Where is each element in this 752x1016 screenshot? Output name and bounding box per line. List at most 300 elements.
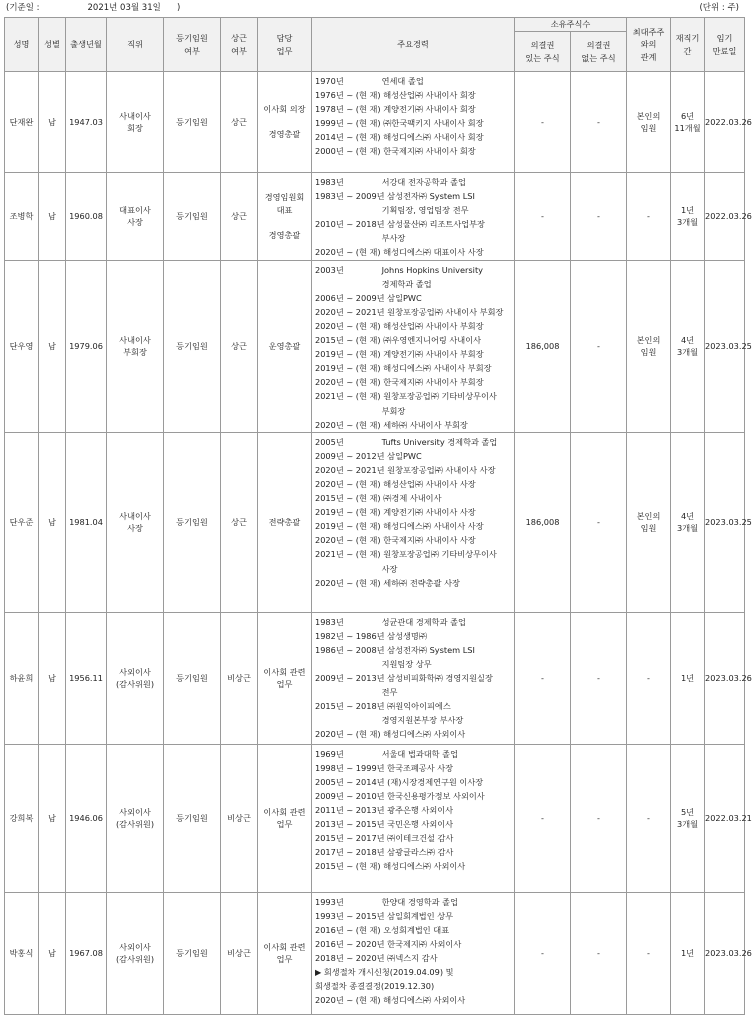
header-line: 임기 [716, 33, 733, 43]
fulltime-cell: 상근 [221, 173, 258, 261]
career-period: 1978년 ~ (현 재) [315, 104, 381, 115]
career-period: 1993년 ~ 2015년 [315, 910, 385, 921]
duty-cell-line: 이사회 관련 [263, 666, 306, 677]
name-cell: 하윤희 [5, 612, 39, 744]
duty-cell [258, 432, 312, 612]
career-line [315, 144, 512, 158]
duty-cell-line: 대표 [276, 204, 293, 215]
position-cell-line: (감사위원) [115, 819, 155, 830]
career-desc: 해성디에스㈜ 대표이사 사장 [383, 247, 484, 258]
career-line [315, 130, 512, 144]
term-cell: 2023.03.26 [705, 612, 745, 744]
career-desc: ㈜원익아이피에스 [387, 701, 451, 712]
career-desc: 삼성전자㈜ System LSI [387, 644, 475, 655]
career-line [315, 435, 512, 449]
position-cell-line: 사외이사 [119, 666, 151, 677]
relation-cell-line: 본인의 [636, 334, 661, 345]
career-period: 2014년 ~ (현 재) [315, 132, 381, 143]
career-desc: 해성산업㈜ 사내이사 회장 [383, 90, 476, 101]
registered-cell: 등기임원 [164, 744, 221, 892]
voting-shares-cell: 186,008 [515, 432, 571, 612]
header-line: 재직기 [675, 33, 700, 43]
career-line [315, 831, 512, 845]
gender-cell: 남 [39, 892, 66, 1014]
relation-cell-line: 본인의 [636, 510, 661, 521]
career-line [315, 789, 512, 803]
career-line [315, 576, 512, 590]
registered-cell: 등기임원 [164, 260, 221, 432]
career-desc: 성균관대 경제학과 졸업 [381, 616, 466, 627]
fulltime-cell: 상근 [221, 260, 258, 432]
career-line [315, 671, 512, 685]
career-cell [312, 173, 515, 261]
header-voting [515, 32, 571, 72]
career-line [315, 231, 512, 245]
career-desc: Tufts University 경제학과 졸업 [381, 436, 498, 447]
nonvoting-shares-cell: - [571, 260, 627, 432]
career-period: 1998년 ~ 1999년 [315, 762, 385, 773]
career-cell [312, 432, 515, 612]
career-period: 1976년 ~ (현 재) [315, 90, 381, 101]
career-desc: 부회장 [381, 405, 406, 416]
birth-cell: 1946.06 [66, 744, 107, 892]
career-period: 2013년 ~ 2015년 [315, 819, 385, 830]
tenure-cell-line: 4년 [680, 334, 695, 345]
career-line [315, 291, 512, 305]
career-desc: 해성디에스㈜ 사내이사 사장 [383, 521, 484, 532]
position-cell [107, 260, 164, 432]
career-desc: 해성디에스㈜ 사외이사 [383, 995, 466, 1006]
gender-cell: 남 [39, 260, 66, 432]
career-line [315, 491, 512, 505]
duty-cell-line: 업무 [276, 679, 293, 690]
career-desc: 지원팀장 상무 [381, 658, 432, 669]
table-row [5, 612, 745, 744]
career-line [315, 102, 512, 116]
career-desc: 기획팀장, 영업팀장 전무 [381, 205, 469, 216]
header-line: 최대주주 [632, 26, 665, 37]
voting-shares-cell: - [515, 892, 571, 1014]
career-desc: 삼성전자㈜ System LSI [387, 191, 475, 202]
career-desc: 세하㈜ 전략총괄 사장 [383, 577, 460, 588]
header-fulltime [221, 18, 258, 72]
report-header-line [0, 1, 750, 15]
career-line [315, 643, 512, 657]
table-row [5, 432, 745, 612]
career-period: 2020년 ~ 2021년 [315, 464, 385, 475]
relation-cell-line: 본인의 [636, 110, 661, 121]
voting-shares-cell: - [515, 173, 571, 261]
career-line [315, 175, 512, 189]
header-line: 의결권 [586, 40, 611, 50]
career-line [315, 505, 512, 519]
career-line [315, 319, 512, 333]
career-desc: 서강대 전자공학과 졸업 [381, 177, 466, 187]
career-period: 2020년 ~ (현 재) [315, 995, 381, 1006]
registered-cell: 등기임원 [164, 892, 221, 1014]
table-row [5, 892, 745, 1014]
career-line [315, 817, 512, 831]
header-line: 간 [683, 45, 692, 56]
career-desc: 한국신용평가정보 사외이사 [387, 790, 485, 801]
voting-shares-cell: 186,008 [515, 260, 571, 432]
voting-shares-cell: - [515, 744, 571, 892]
career-desc: 세하㈜ 사내이사 부회장 [383, 419, 468, 430]
tenure-cell-line: 11개월 [674, 123, 701, 133]
career-period: 2020년 ~ (현 재) [315, 729, 381, 740]
career-line [315, 937, 512, 951]
career-line [315, 305, 512, 319]
career-line [315, 519, 512, 533]
career-desc: 한국제지㈜ 사외이사 [387, 938, 462, 949]
career-line [315, 923, 512, 937]
career-desc: 해성디에스㈜ 사내이사 회장 [383, 132, 484, 143]
career-desc: 오성회계법인 대표 [383, 924, 450, 935]
duty-cell-line [258, 216, 311, 229]
nonvoting-shares-cell: - [571, 744, 627, 892]
name-cell: 단우영 [5, 260, 39, 432]
relation-cell [627, 173, 671, 261]
duty-cell-line: 이사회 관련 [263, 941, 306, 952]
relation-cell [627, 892, 671, 1014]
career-period: 1993년 [315, 896, 344, 907]
position-cell [107, 72, 164, 173]
registered-cell: 등기임원 [164, 173, 221, 261]
header-gender: 성별 [39, 18, 66, 72]
career-line [315, 979, 512, 993]
gender-cell: 남 [39, 72, 66, 173]
career-line [315, 347, 512, 361]
header-line: 상근 [231, 33, 247, 43]
registered-cell: 등기임원 [164, 72, 221, 173]
duty-cell-line: 이사회 의장 [263, 104, 306, 115]
tenure-cell-line: 5년 [680, 806, 695, 817]
registered-cell: 등기임원 [164, 612, 221, 744]
career-desc: ㈜넥스지 감사 [387, 953, 438, 964]
relation-cell-line: - [647, 812, 650, 823]
career-line [315, 965, 512, 979]
career-desc: 삼성생명㈜ [387, 630, 427, 641]
nonvoting-shares-cell: - [571, 612, 627, 744]
career-desc: 경제학과 졸업 [381, 278, 432, 289]
career-period: 2015년 ~ (현 재) [315, 861, 381, 872]
career-desc: 부사장 [381, 233, 406, 244]
position-cell-line: 사외이사 [119, 941, 151, 952]
tenure-cell [671, 612, 705, 744]
career-period: 2019년 ~ (현 재) [315, 363, 381, 374]
gender-cell: 남 [39, 173, 66, 261]
career-cell [312, 892, 515, 1014]
career-line [315, 562, 512, 576]
career-period: 2020년 ~ (현 재) [315, 419, 381, 430]
career-line [315, 615, 512, 629]
position-cell-line: 사내이사 [119, 334, 151, 345]
position-cell [107, 892, 164, 1014]
header-birth: 출생년월 [66, 18, 107, 72]
career-period: 1983년 ~ 2009년 [315, 191, 385, 202]
header-nonvoting [571, 32, 627, 72]
voting-shares-cell: - [515, 72, 571, 173]
fulltime-cell: 상근 [221, 72, 258, 173]
career-desc: 전무 [381, 687, 398, 698]
tenure-cell [671, 72, 705, 173]
career-period: 2020년 ~ (현 재) [315, 247, 381, 258]
duty-cell-line: 전략총괄 [268, 516, 301, 527]
career-line [315, 116, 512, 130]
term-cell: 2022.03.21 [705, 744, 745, 892]
career-desc: 해성산업㈜ 사내이사 부회장 [383, 320, 484, 331]
career-note: ▶ 회생절차 개시신청(2019.04.09) 및 [315, 967, 454, 978]
career-period: 2020년 ~ (현 재) [315, 577, 381, 588]
career-period: 2020년 ~ (현 재) [315, 478, 381, 489]
career-desc: 원창포장공업㈜ 사내이사 부회장 [387, 306, 504, 317]
career-period: 2017년 ~ 2018년 [315, 847, 385, 858]
header-shares: 소유주식수 [515, 18, 627, 32]
fulltime-cell: 비상근 [221, 744, 258, 892]
duty-cell [258, 612, 312, 744]
career-line [315, 263, 512, 277]
header-line: 만료일 [712, 45, 737, 56]
career-line [315, 245, 512, 259]
term-cell: 2023.03.26 [705, 892, 745, 1014]
career-line [315, 859, 512, 873]
header-line: 여부 [184, 45, 200, 56]
career-desc: Johns Hopkins University [381, 264, 484, 275]
career-desc: 원창포장공업㈜ 사내이사 사장 [387, 464, 496, 475]
header-line: 의결권 [530, 40, 555, 50]
gender-cell: 남 [39, 432, 66, 612]
header-tenure [671, 18, 705, 72]
career-desc: 국민은행 사외이사 [387, 819, 454, 830]
career-note: 회생절차 종결결정(2019.12.30) [315, 981, 435, 992]
duty-cell [258, 260, 312, 432]
career-line [315, 713, 512, 727]
career-period: 1969년 [315, 748, 344, 759]
fulltime-cell: 상근 [221, 432, 258, 612]
position-cell [107, 612, 164, 744]
career-line [315, 909, 512, 923]
career-line [315, 361, 512, 375]
career-line [315, 189, 512, 203]
header-relation [627, 18, 671, 72]
duty-cell-line: 운영총괄 [268, 340, 301, 351]
career-period: 2018년 ~ 2020년 [315, 953, 385, 964]
voting-shares-cell: - [515, 612, 571, 744]
career-period: 2005년 ~ 2014년 [315, 776, 385, 787]
tenure-cell-line: 1년 [680, 204, 695, 215]
career-period: 2019년 ~ (현 재) [315, 349, 381, 360]
birth-cell: 1960.08 [66, 173, 107, 261]
name-cell: 단우준 [5, 432, 39, 612]
tenure-cell-line: 6년 [680, 110, 695, 121]
nonvoting-shares-cell: - [571, 72, 627, 173]
birth-cell: 1981.04 [66, 432, 107, 612]
career-line [315, 657, 512, 671]
career-period: 2010년 ~ 2018년 [315, 219, 385, 230]
career-desc: 해성디에스㈜ 사내이사 부회장 [383, 363, 492, 374]
career-desc: 원창포장공업㈜ 기타비상무이사 [383, 549, 497, 560]
career-desc: 삼일PWC [387, 450, 422, 461]
career-period: 2011년 ~ 2013년 [315, 805, 385, 816]
header-term [705, 18, 745, 72]
header-line: 관계 [640, 51, 657, 62]
position-cell-line: 사외이사 [119, 806, 151, 817]
career-desc: 삼일PWC [387, 292, 422, 303]
duty-cell-line: 이사회 관련 [263, 806, 306, 817]
tenure-cell [671, 744, 705, 892]
position-cell-line: 부회장 [123, 347, 147, 358]
career-cell [312, 744, 515, 892]
header-registered [164, 18, 221, 72]
registered-cell: 등기임원 [164, 432, 221, 612]
table-row [5, 72, 745, 173]
career-period: 1999년 ~ (현 재) [315, 118, 381, 129]
career-desc: 원창포장공업㈜ 기타비상무이사 [383, 391, 497, 402]
position-cell-line: (감사위원) [115, 679, 155, 690]
relation-cell-line: - [647, 211, 650, 222]
name-cell: 강희복 [5, 744, 39, 892]
career-line [315, 449, 512, 463]
career-period: 2015년 ~ 2018년 [315, 701, 385, 712]
term-cell: 2022.03.26 [705, 173, 745, 261]
header-line: 와의 [640, 39, 657, 50]
duty-cell [258, 744, 312, 892]
career-line [315, 629, 512, 643]
fulltime-cell: 비상근 [221, 612, 258, 744]
career-desc: 해성산업㈜ 사내이사 사장 [383, 478, 476, 489]
career-cell [312, 612, 515, 744]
duty-cell [258, 173, 312, 261]
career-desc: 한국제지㈜ 사내이사 회장 [383, 146, 476, 157]
position-cell-line: (감사위원) [115, 954, 155, 965]
career-desc: 서울대 법과대학 졸업 [381, 748, 458, 759]
career-period: 2021년 ~ (현 재) [315, 549, 381, 560]
career-period: 2015년 ~ (현 재) [315, 335, 381, 346]
term-cell: 2022.03.26 [705, 72, 745, 173]
position-cell [107, 744, 164, 892]
relation-cell [627, 612, 671, 744]
name-cell: 조병학 [5, 173, 39, 261]
header-duty [258, 18, 312, 72]
term-cell: 2023.03.25 [705, 432, 745, 612]
career-line [315, 747, 512, 761]
birth-cell: 1967.08 [66, 892, 107, 1014]
career-period: 2020년 ~ (현 재) [315, 535, 381, 546]
relation-cell-line: 임원 [640, 123, 657, 133]
career-desc: (재)시장경제연구원 이사장 [387, 776, 484, 787]
header-position: 직위 [107, 18, 164, 72]
career-line [315, 699, 512, 713]
header-line: 여부 [231, 45, 247, 56]
header-career: 주요경력 [312, 18, 515, 72]
table-body [5, 72, 752, 1015]
career-desc: 한국조폐공사 사장 [387, 762, 454, 773]
tenure-cell [671, 173, 705, 261]
career-desc: 삼일회계법인 상무 [387, 910, 454, 921]
career-line [315, 389, 512, 403]
career-line [315, 685, 512, 699]
career-desc: 계양전기㈜ 사내이사 사장 [383, 507, 476, 518]
career-desc: 한국제지㈜ 사내이사 사장 [383, 535, 476, 546]
duty-cell-line: 업무 [276, 819, 293, 830]
position-cell [107, 173, 164, 261]
duty-cell-line: 경영총괄 [268, 129, 301, 140]
career-cell [312, 72, 515, 173]
tenure-cell [671, 892, 705, 1014]
career-line [315, 845, 512, 859]
career-period: 2006년 ~ 2009년 [315, 292, 385, 303]
position-cell [107, 432, 164, 612]
position-cell-line: 사장 [127, 523, 143, 534]
nonvoting-shares-cell: - [571, 432, 627, 612]
header-line: 있는 주식 [525, 52, 560, 63]
unit-label: (단위 : 주) [699, 3, 739, 13]
birth-cell: 1947.03 [66, 72, 107, 173]
header-row [5, 18, 745, 32]
career-line [315, 404, 512, 418]
career-line [315, 547, 512, 561]
fulltime-cell: 비상근 [221, 892, 258, 1014]
relation-cell [627, 432, 671, 612]
term-cell: 2023.03.25 [705, 260, 745, 432]
career-desc: 경영지원본부장 부사장 [381, 715, 464, 726]
duty-cell [258, 892, 312, 1014]
table-row [5, 744, 745, 892]
career-desc: ㈜이테크건설 감사 [387, 833, 454, 844]
career-period: 1970년 [315, 76, 344, 86]
career-line [315, 803, 512, 817]
career-period: 2009년 ~ 2012년 [315, 450, 385, 461]
career-line [315, 203, 512, 217]
career-desc: 광주은행 사외이사 [387, 805, 454, 816]
birth-cell: 1956.11 [66, 612, 107, 744]
career-period: 2003년 [315, 264, 344, 275]
birth-cell: 1979.06 [66, 260, 107, 432]
relation-cell-line: 임원 [640, 523, 657, 534]
tenure-cell-line: 3개월 [677, 819, 699, 830]
relation-cell [627, 72, 671, 173]
name-cell: 박홍식 [5, 892, 39, 1014]
relation-cell [627, 744, 671, 892]
career-line [315, 88, 512, 102]
tenure-cell-line: 4년 [680, 510, 695, 521]
relation-cell-line: - [647, 672, 650, 683]
career-period: 2020년 ~ (현 재) [315, 320, 381, 331]
career-line [315, 761, 512, 775]
base-date: (기준일 : 2021년 03월 31일 ) [6, 3, 181, 13]
position-cell-line: 회장 [127, 123, 143, 133]
career-line [315, 993, 512, 1007]
career-desc: 해성디에스㈜ 사외이사 [383, 729, 466, 740]
tenure-cell-line: 3개월 [677, 217, 699, 228]
relation-cell-line: 임원 [640, 347, 657, 358]
name-cell: 단재완 [5, 72, 39, 173]
executive-table [4, 17, 752, 1015]
career-period: 2016년 ~ (현 재) [315, 924, 381, 935]
position-cell-line: 사내이사 [119, 110, 151, 121]
nonvoting-shares-cell: - [571, 892, 627, 1014]
career-desc: 삼성비피화학㈜ 경영지원실장 [387, 673, 493, 684]
tenure-cell-line: 3개월 [677, 347, 699, 358]
relation-cell-line: - [647, 947, 650, 958]
career-desc: 한양대 경영학과 졸업 [381, 896, 458, 907]
career-period: 2021년 ~ (현 재) [315, 391, 381, 402]
position-cell-line: 대표이사 [119, 204, 151, 215]
career-desc: 해성디에스㈜ 사외이사 [383, 861, 466, 872]
duty-cell-line [258, 116, 311, 129]
career-cell [312, 260, 515, 432]
position-cell-line: 사내이사 [119, 510, 151, 521]
